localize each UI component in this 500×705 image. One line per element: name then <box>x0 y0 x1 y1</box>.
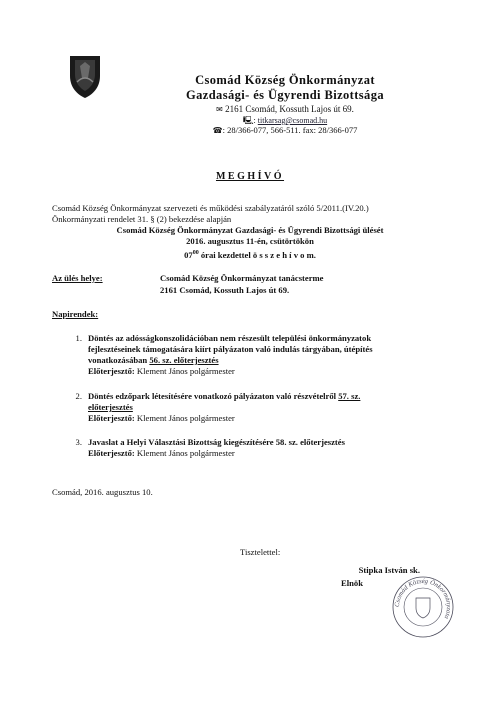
agenda-item-2-line-1: Döntés edzőpark létesítésére vonatkozó pályázaton való részvételről 57. sz. <box>88 391 361 401</box>
phone-line <box>120 125 450 135</box>
committee-name: Gazdasági- és Ügyrendi Bizottsága <box>185 88 385 102</box>
email-line: 🖳: titkarsag@csomad.hu <box>242 116 328 125</box>
document-date: Csomád, 2016. augusztus 10. <box>52 487 153 497</box>
telephone-icon: ☎ <box>212 126 223 135</box>
venue-label: Az ülés helye: <box>52 273 103 283</box>
agenda-heading: Napirendek: <box>52 309 99 319</box>
meeting-date: 2016. augusztus 11-én, csütörtökön <box>186 236 314 246</box>
agenda-item-number: 3. <box>75 437 82 447</box>
agenda-item-2-presenter: Előterjesztő: Klement János polgármester <box>88 413 235 423</box>
venue-line-1: Csomád Község Önkormányzat tanácsterme <box>160 273 324 283</box>
email-link[interactable]: titkarsag@csomad.hu <box>257 116 328 125</box>
svg-text:Csomád Község Önkormányzata: Csomád Község Önkormányzata <box>393 577 453 620</box>
signer-role: Elnök <box>341 578 363 588</box>
intro-line-2: Önkormányzati rendelet 31. § (2) bekezdése alapján <box>52 214 232 224</box>
page-title: MEGHÍVÓ <box>215 171 285 182</box>
agenda-item-3-presenter: Előterjesztő: Klement János polgármester <box>88 448 235 458</box>
agenda-item-2-line-2: előterjesztés <box>88 402 133 412</box>
coat-of-arms-icon <box>66 52 104 100</box>
intro-line-3: Csomád Község Önkormányzat Gazdasági- és Ügyrendi Bizottsági ülését <box>116 225 384 235</box>
agenda-item-1-line-1: Döntés az adósságkonszolidációban nem részesült települési önkormányzatok <box>88 333 372 343</box>
agenda-item-1-line-3: vonatkozásában 56. sz. előterjesztés <box>88 355 219 365</box>
computer-icon: 🖳 <box>242 116 254 125</box>
agenda-item-1-presenter: Előterjesztő: Klement János polgármester <box>88 366 235 376</box>
signer-name: Stipka István sk. <box>358 565 420 575</box>
phone-fax: : 28/366-077, 566-511. fax: 28/366-077 <box>222 125 358 135</box>
official-seal-stamp <box>388 574 458 640</box>
address: 2161 Csomád, Kossuth Lajos út 69. <box>225 104 354 114</box>
agenda-item-1-line-2: fejlesztéseinek támogatására kiírt pályázaton való indulás tárgyában, útépítés <box>88 344 373 354</box>
agenda-item-3-line-1: Javaslat a Helyi Választási Bizottság kiegészítésére 58. sz. előterjesztés <box>88 437 345 447</box>
org-name: Csomád Község Önkormányzat <box>195 73 375 87</box>
meeting-time: $07^{00}$ órai kezdettel ö s s z e h í v o m. <box>184 249 316 260</box>
intro-line-1: Csomád Község Önkormányzat szervezeti és működési szabályzatáról szóló 5/2011.(IV.20.) <box>52 203 369 213</box>
address-line <box>120 104 450 114</box>
agenda-item-number: 2. <box>75 391 82 401</box>
agenda-item-number: 1. <box>75 333 82 343</box>
envelope-icon: ✉ <box>216 105 223 114</box>
venue-line-2: 2161 Csomád, Kossuth Lajos út 69. <box>160 285 290 295</box>
closing-text: Tisztelettel: <box>240 547 281 557</box>
